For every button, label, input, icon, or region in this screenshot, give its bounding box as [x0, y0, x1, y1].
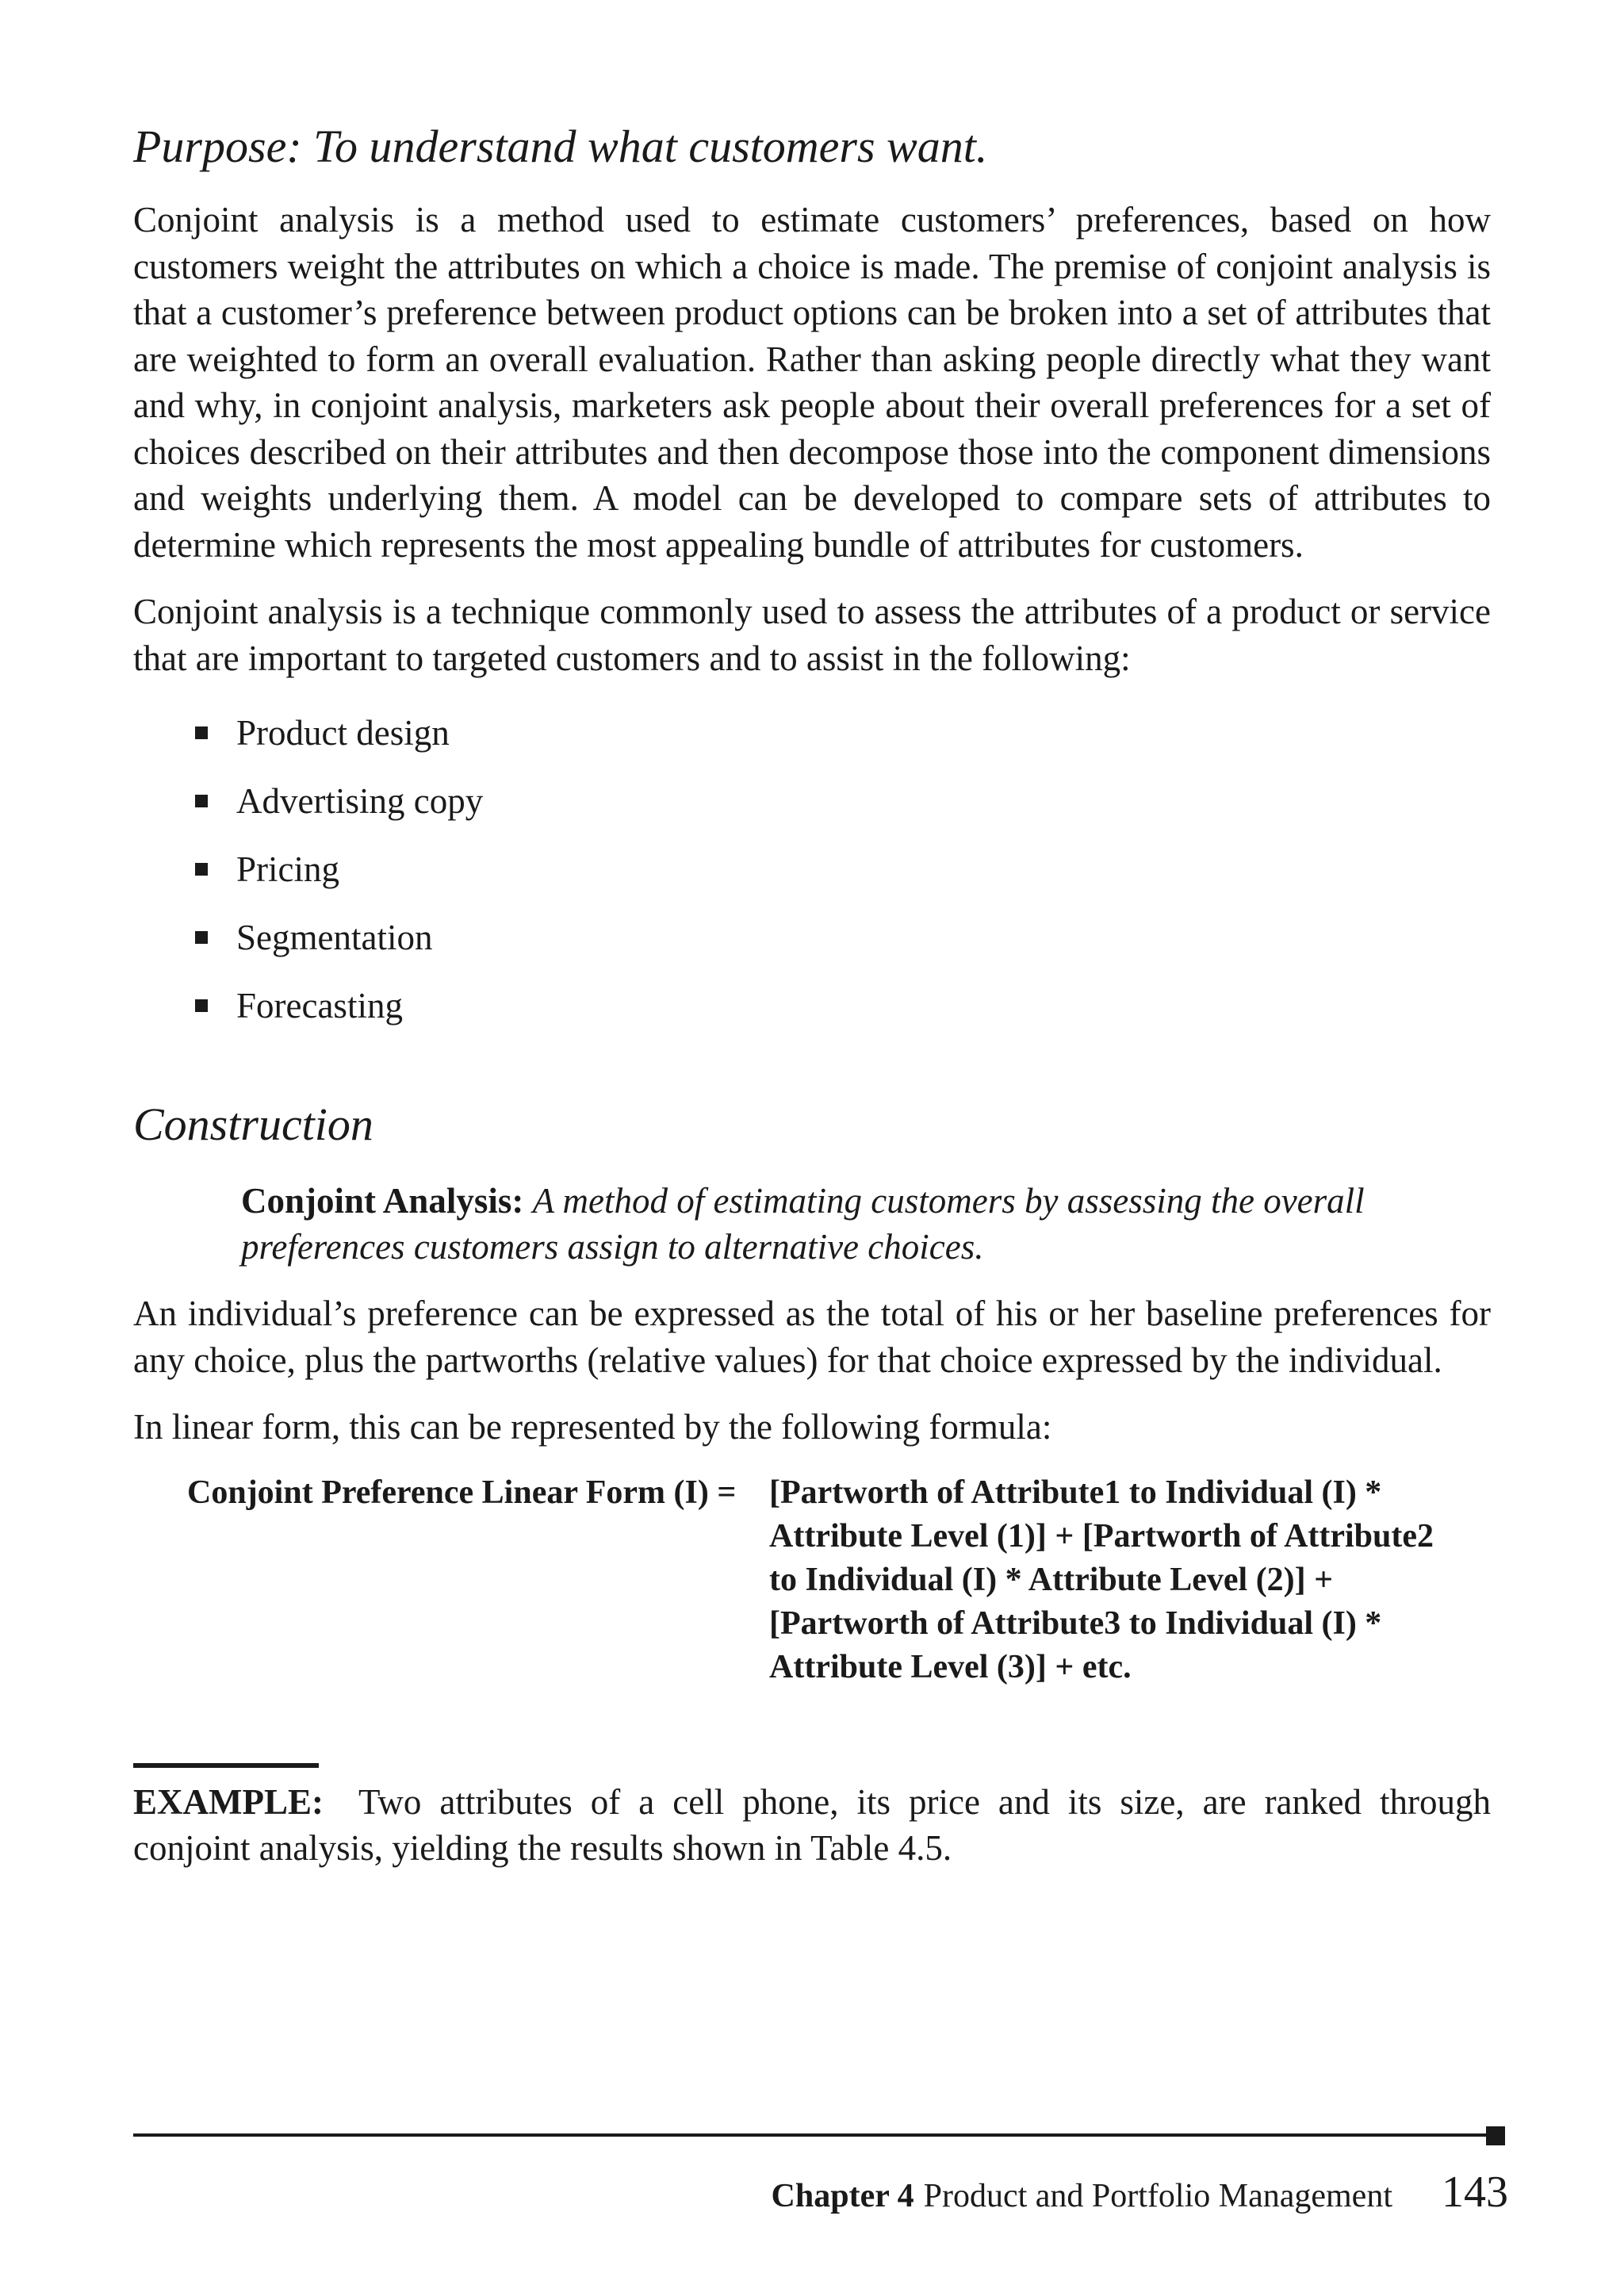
- page-number: 143: [1442, 2168, 1508, 2217]
- example-paragraph: [133, 1779, 1491, 1872]
- footer-chapter-label: Chapter 4: [771, 2178, 914, 2214]
- list-item: [195, 846, 1491, 892]
- footer-rule: [133, 2133, 1491, 2137]
- square-bullet-icon: [195, 999, 208, 1012]
- construction-heading: Construction: [133, 1098, 373, 1150]
- list-item: [195, 914, 1491, 960]
- square-bullet-icon: [195, 863, 208, 876]
- square-bullet-icon: [195, 795, 208, 807]
- construction-paragraph-2: In linear form, this can be represented by the following formula:: [133, 1407, 1052, 1447]
- formula-left-side: Conjoint Preference Linear Form (I) =: [187, 1474, 737, 1511]
- square-bullet-icon: [195, 726, 208, 739]
- list-item: [195, 778, 1491, 824]
- page-footer: [772, 2170, 1508, 2218]
- uses-list: [133, 710, 1491, 1029]
- list-item: [195, 983, 1491, 1029]
- footer-chapter-title: Product and Portfolio Management: [923, 2178, 1392, 2214]
- formula-right-side: [Partworth of Attribute1 to Individual (I) * Attribute Level (1)] + [Partworth of Attribute2 to Individual (I) * Attribute Level (2)] + [Partworth of Attribute3 to Individual (I) * Attribute Level (3)] + etc.: [769, 1474, 1434, 1685]
- purpose-paragraph-2: Conjoint analysis is a technique commonly used to assess the attributes of a product or service that are important to targeted customers and to assist in the following:: [133, 592, 1491, 678]
- list-item-label: Forecasting: [236, 986, 403, 1025]
- example-text: Two attributes of a cell phone, its price and its size, are ranked through conjoint analysis, yielding the results shown in Table 4.5.: [133, 1781, 1491, 1868]
- page-content: [133, 119, 1491, 1872]
- list-item-label: Pricing: [236, 849, 339, 889]
- purpose-heading: Purpose: To understand what customers want.: [133, 121, 988, 172]
- list-item-label: Product design: [236, 713, 450, 753]
- list-item-label: Advertising copy: [236, 781, 484, 821]
- list-item-label: Segmentation: [236, 918, 433, 957]
- definition-text: A method of estimating customers by assessing the overall preferences customers assign to alternative choices.: [241, 1181, 1365, 1267]
- example-label: EXAMPLE:: [133, 1781, 324, 1822]
- purpose-paragraph-1: Conjoint analysis is a method used to estimate customers’ preferences, based on how customers weight the attributes on which a choice is made. The premise of conjoint analysis is that a customer’s preference between product options can be broken into a set of attributes that are weighted to form an overall evaluation. Rather than asking people directly what they want and why, in conjoint analysis, marketers ask people about their overall preferences for a set of choices described on their attributes and then decompose those into the component dimensions and weights underlying them. A model can be developed to compare sets of attributes to determine which represents the most appealing bundle of attributes for customers.: [133, 200, 1491, 565]
- example-rule: [133, 1763, 319, 1768]
- definition-block: [241, 1178, 1446, 1270]
- definition-term: Conjoint Analysis:: [241, 1181, 524, 1221]
- construction-paragraph-1: An individual’s preference can be expressed as the total of his or her baseline preferences for any choice, plus the partworths (relative values) for that choice expressed by the individual.: [133, 1294, 1491, 1380]
- square-bullet-icon: [195, 931, 208, 944]
- footer-square-icon: [1486, 2126, 1505, 2145]
- formula-block: [187, 1471, 1491, 1701]
- list-item: [195, 710, 1491, 756]
